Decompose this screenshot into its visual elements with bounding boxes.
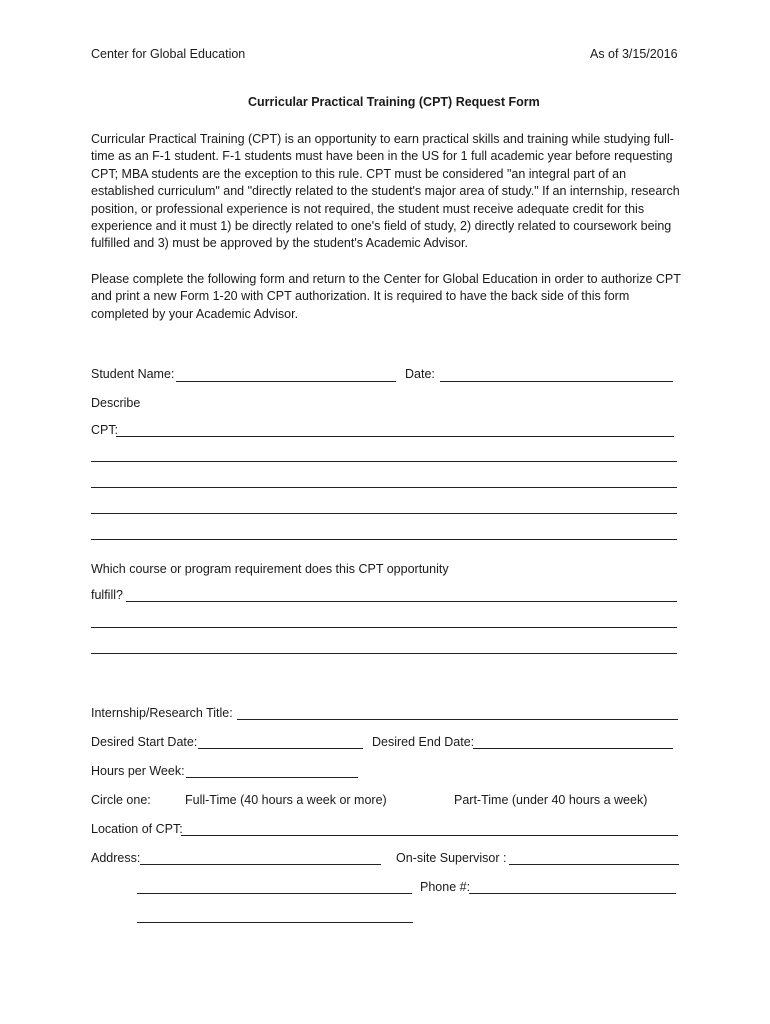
phone-field[interactable] [469,893,676,894]
cpt-description-line[interactable] [91,487,677,488]
start-date-field[interactable] [198,748,363,749]
phone-label: Phone #: [420,880,471,894]
instructions-paragraph: Please complete the following form and return to the Center for Global Education in order to authorize CPT and print a new Form 1-20 with CPT authorization. It is required to have the back side of this form completed by your Academic Advisor. [91,272,681,321]
location-field[interactable] [181,835,678,836]
end-date-label: Desired End Date: [372,735,475,749]
hours-label: Hours per Week: [91,764,185,778]
location-label: Location of CPT: [91,822,183,836]
address-field-line-2[interactable] [137,893,412,894]
student-name-label: Student Name: [91,367,175,381]
document-date: As of 3/15/2016 [590,47,678,61]
requirement-line[interactable] [91,653,677,654]
internship-title-field[interactable] [237,719,678,720]
address-field[interactable] [140,864,381,865]
circle-one-label: Circle one: [91,793,151,807]
address-field-line-3[interactable] [137,922,413,923]
cpt-description-line[interactable] [116,436,674,437]
form-title: Curricular Practical Training (CPT) Request Form [248,95,540,109]
requirement-line[interactable] [126,601,677,602]
date-label: Date: [405,367,435,381]
internship-title-label: Internship/Research Title: [91,706,233,720]
cpt-description-line[interactable] [91,513,677,514]
requirement-question: Which course or program requirement does this CPT opportunity [91,562,449,576]
cpt-description-line[interactable] [91,539,677,540]
start-date-label: Desired Start Date: [91,735,198,749]
cpt-description-line[interactable] [91,461,677,462]
supervisor-field[interactable] [509,864,679,865]
hours-field[interactable] [186,777,358,778]
student-name-field[interactable] [176,381,396,382]
full-time-option[interactable]: Full-Time (40 hours a week or more) [185,793,387,807]
part-time-option[interactable]: Part-Time (under 40 hours a week) [454,793,648,807]
date-field[interactable] [440,381,673,382]
intro-paragraph: Curricular Practical Training (CPT) is an opportunity to earn practical skills and training while studying full-time as an F-1 student. F-1 students must have been in the US for 1 full academic year before requesting CPT; MBA students are the exception to this rule. CPT must be considered "an integral part of an established curriculum" and "directly related to the student's major area of study." If an internship, research position, or professional experience is not required, the student must receive adequate credit for this experience and it must 1) be directly related to one's field of study, 2) directly related to coursework being fulfilled and 3) must be approved by the student's Academic Advisor. [91,132,680,251]
cpt-label: CPT: [91,423,119,437]
requirement-line[interactable] [91,627,677,628]
supervisor-label: On-site Supervisor : [396,851,507,865]
fulfill-label: fulfill? [91,588,123,602]
end-date-field[interactable] [473,748,673,749]
describe-label: Describe [91,396,141,410]
org-name: Center for Global Education [91,47,246,61]
address-label: Address: [91,851,141,865]
